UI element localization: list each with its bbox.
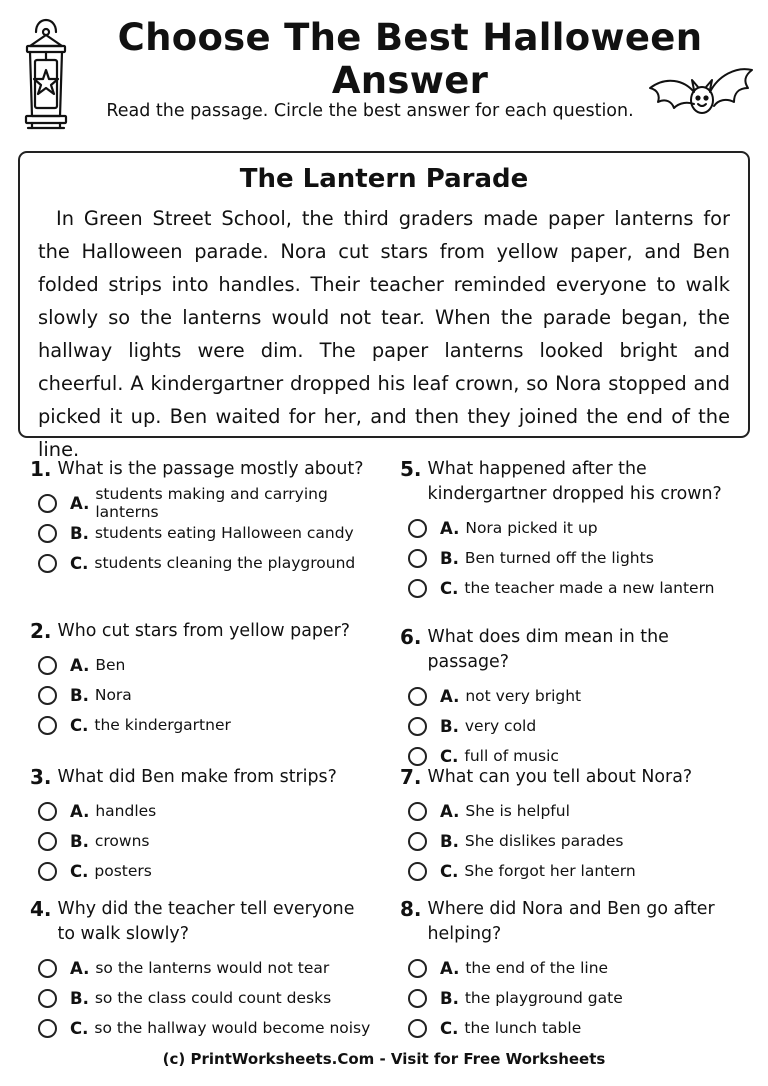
option-letter: B. — [70, 831, 89, 851]
question-5 — [400, 457, 745, 603]
answer-circle[interactable] — [38, 494, 57, 513]
option-text: posters — [94, 862, 152, 880]
answer-option[interactable] — [400, 953, 745, 983]
answer-circle[interactable] — [408, 747, 427, 766]
option-letter: B. — [70, 685, 89, 705]
question-7 — [400, 765, 745, 886]
answer-circle[interactable] — [38, 989, 57, 1008]
option-text: Ben — [95, 656, 126, 674]
answer-option[interactable] — [400, 711, 745, 741]
option-letter: A. — [440, 801, 460, 821]
question-number: 5. — [400, 457, 422, 481]
answer-circle[interactable] — [38, 1019, 57, 1038]
answer-option[interactable] — [30, 650, 375, 680]
instructions: Read the passage. Circle the best answer for each question. — [106, 101, 634, 121]
answer-circle[interactable] — [38, 832, 57, 851]
option-text: Ben turned off the lights — [464, 549, 654, 567]
passage-title: The Lantern Parade — [239, 164, 529, 194]
answer-circle[interactable] — [408, 802, 427, 821]
option-text: so the hallway would become noisy — [94, 1019, 371, 1037]
option-letter: B. — [70, 988, 89, 1008]
option-letter: A. — [70, 958, 90, 978]
option-letter: C. — [440, 1018, 459, 1038]
answer-circle[interactable] — [408, 549, 427, 568]
question-3 — [30, 765, 375, 886]
question-6 — [400, 625, 745, 771]
answer-circle[interactable] — [408, 959, 427, 978]
option-letter: B. — [440, 548, 459, 568]
option-letter: C. — [70, 553, 89, 573]
answer-circle[interactable] — [38, 802, 57, 821]
question-text: What can you tell about Nora? — [427, 767, 693, 787]
option-letter: B. — [70, 523, 89, 543]
answer-circle[interactable] — [408, 862, 427, 881]
answer-option[interactable] — [400, 983, 745, 1013]
answer-option[interactable] — [400, 513, 745, 543]
answer-circle[interactable] — [408, 519, 427, 538]
answer-circle[interactable] — [408, 579, 427, 598]
option-text: crowns — [94, 832, 150, 850]
answer-option[interactable] — [400, 826, 745, 856]
option-letter: A. — [440, 686, 460, 706]
option-letter: B. — [440, 716, 459, 736]
question-text: What is the passage mostly about? — [57, 459, 364, 479]
answer-option[interactable] — [400, 1013, 745, 1043]
question-text: Who cut stars from yellow paper? — [57, 621, 350, 641]
answer-circle[interactable] — [38, 686, 57, 705]
question-text: What did Ben make from strips? — [57, 767, 337, 787]
option-text: so the class could count desks — [94, 989, 332, 1007]
answer-circle[interactable] — [408, 832, 427, 851]
bat-icon — [644, 58, 756, 130]
question-number: 8. — [400, 897, 422, 921]
option-letter: C. — [70, 861, 89, 881]
answer-option[interactable] — [400, 681, 745, 711]
option-letter: A. — [70, 801, 90, 821]
question-4 — [30, 897, 375, 1043]
answer-option[interactable] — [400, 856, 745, 886]
answer-option[interactable] — [30, 1013, 375, 1043]
page-title: Choose The Best Halloween Answer — [117, 16, 703, 102]
option-text: the end of the line — [465, 959, 609, 977]
answer-circle[interactable] — [408, 989, 427, 1008]
option-text: students making and carrying lanterns — [95, 485, 328, 521]
option-letter: C. — [440, 578, 459, 598]
option-letter: C. — [70, 715, 89, 735]
option-text: She dislikes parades — [464, 832, 624, 850]
option-text: very cold — [464, 717, 537, 735]
option-text: not very bright — [465, 687, 582, 705]
answer-option[interactable] — [400, 543, 745, 573]
answer-option[interactable] — [30, 953, 375, 983]
option-letter: C. — [70, 1018, 89, 1038]
lantern-icon — [16, 10, 76, 132]
question-number: 6. — [400, 625, 422, 649]
passage-text: In Green Street School, the third graders made paper lanterns for the Halloween parade. Nora cut stars from yellow paper, and Ben folded strips into handles. Their teacher reminded everyone to walk slowly so the lanterns would not tear. When the parade began, the hallway lights were dim. The paper lanterns looked bright and cheerful. A kindergartner dropped his leaf crown, so Nora stopped and picked it up. Ben waited for her, and then they joined the end of the line. — [38, 207, 730, 461]
option-letter: A. — [70, 493, 90, 513]
option-text: Nora — [94, 686, 132, 704]
answer-circle[interactable] — [38, 959, 57, 978]
option-letter: B. — [440, 988, 459, 1008]
option-text: the kindergartner — [94, 716, 231, 734]
option-text: the lunch table — [464, 1019, 582, 1037]
option-text: the teacher made a new lantern — [464, 579, 715, 597]
question-number: 7. — [400, 765, 422, 789]
question-text: Why did the teacher tell everyone to walk slowly? — [57, 899, 355, 944]
answer-option[interactable] — [30, 548, 375, 578]
answer-option[interactable] — [30, 518, 375, 548]
answer-option[interactable] — [400, 573, 745, 603]
answer-circle[interactable] — [408, 717, 427, 736]
answer-option[interactable] — [30, 826, 375, 856]
option-text: Nora picked it up — [465, 519, 598, 537]
option-letter: C. — [440, 861, 459, 881]
question-number: 4. — [30, 897, 52, 921]
question-number: 1. — [30, 457, 52, 481]
option-text: handles — [95, 802, 157, 820]
question-8 — [400, 897, 745, 1043]
option-letter: A. — [440, 518, 460, 538]
answer-option[interactable] — [30, 856, 375, 886]
question-1 — [30, 457, 375, 578]
option-letter: A. — [440, 958, 460, 978]
question-text: What happened after the kindergartner dropped his crown? — [427, 459, 722, 504]
question-text: What does dim mean in the passage? — [427, 627, 669, 672]
option-letter: C. — [440, 746, 459, 766]
option-text: She is helpful — [465, 802, 570, 820]
option-text: students eating Halloween candy — [94, 524, 354, 542]
question-text: Where did Nora and Ben go after helping? — [427, 899, 715, 944]
answer-circle[interactable] — [38, 524, 57, 543]
option-text: She forgot her lantern — [464, 862, 636, 880]
question-number: 2. — [30, 619, 52, 643]
answer-option[interactable] — [30, 983, 375, 1013]
answer-circle[interactable] — [38, 716, 57, 735]
option-letter: B. — [440, 831, 459, 851]
option-text: the playground gate — [464, 989, 623, 1007]
option-letter: A. — [70, 655, 90, 675]
answer-circle[interactable] — [408, 1019, 427, 1038]
question-number: 3. — [30, 765, 52, 789]
answer-option[interactable] — [30, 485, 375, 521]
answer-option[interactable] — [30, 710, 375, 740]
passage-box — [18, 151, 750, 461]
answer-circle[interactable] — [408, 687, 427, 706]
option-text: so the lanterns would not tear — [95, 959, 330, 977]
answer-option[interactable] — [400, 796, 745, 826]
option-text: students cleaning the playground — [94, 554, 356, 572]
answer-circle[interactable] — [38, 656, 57, 675]
answer-option[interactable] — [30, 796, 375, 826]
footer-credit: (c) PrintWorksheets.Com - Visit for Free Worksheets — [162, 1050, 606, 1068]
answer-option[interactable] — [30, 680, 375, 710]
question-2 — [30, 619, 375, 740]
option-text: full of music — [464, 747, 559, 765]
answer-circle[interactable] — [38, 862, 57, 881]
answer-circle[interactable] — [38, 554, 57, 573]
